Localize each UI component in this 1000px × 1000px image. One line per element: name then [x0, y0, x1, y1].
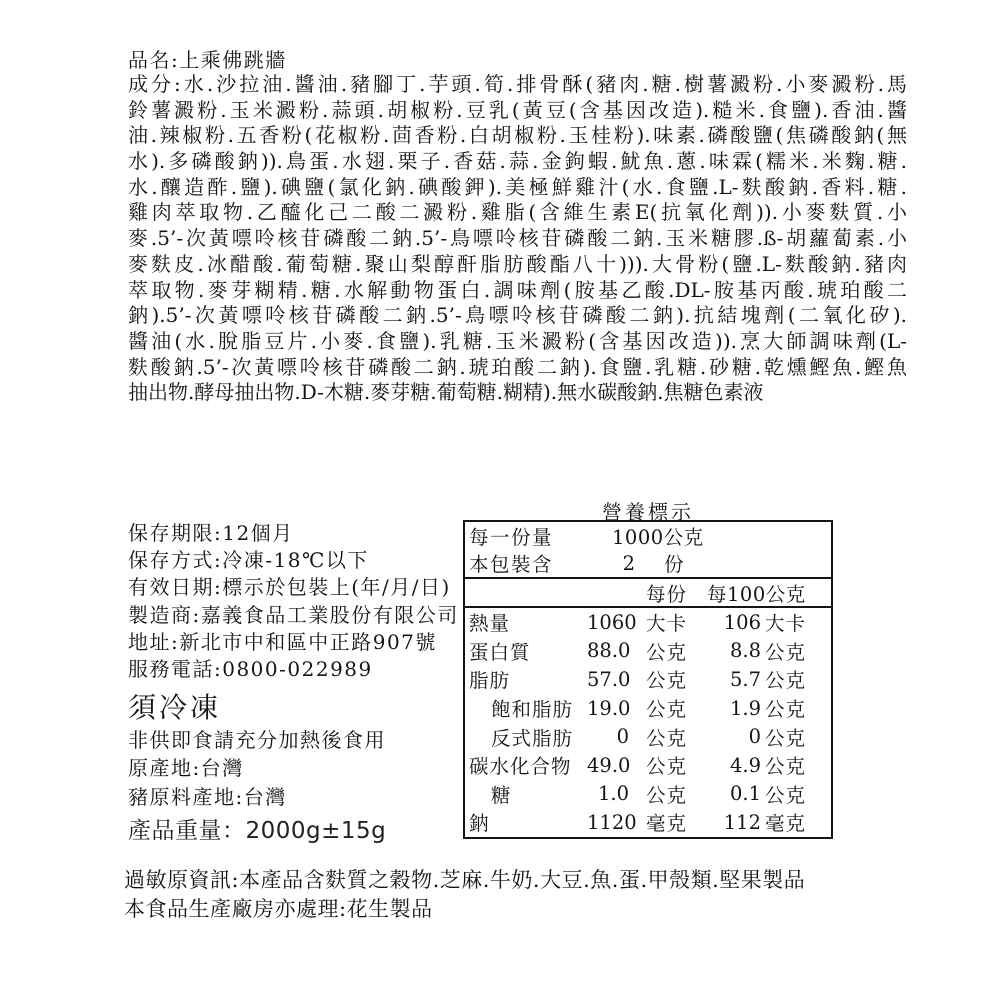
ingredient-line: 鈉).5’-次黃嘌呤核苷磷酸二鈉.5’-鳥嘌呤核苷磷酸二鈉).抗結塊劑(二氧化矽). — [128, 303, 907, 328]
nutrition-column-header — [465, 579, 831, 608]
per-100g-value: 1.9 — [729, 696, 761, 720]
ingredient-line: 抽出物.酵母抽出物.D-木糖.麥芽糖.葡萄糖.糊精).無水碳酸鈉.焦糖色素液 — [128, 380, 764, 405]
per-serving-value: 88.0 — [587, 639, 631, 663]
per-serving-unit: 公克 — [646, 669, 688, 693]
frozen-notice: 須冷凍 — [128, 691, 222, 724]
nutrient-label: 熱量 — [469, 612, 511, 636]
per-serving-unit: 公克 — [646, 698, 688, 722]
nutrient-label: 鈉 — [469, 812, 490, 836]
storage-info — [128, 520, 458, 683]
nutrition-row — [465, 808, 831, 837]
ingredient-line: 醬油(水.脫脂豆片.小麥.食鹽).乳糖.玉米澱粉(含基因改造)).烹大師調味劑(L- — [128, 328, 907, 353]
ingredient-line: 麥.5’-次黃嘌呤核苷磷酸二鈉.5’-鳥嘌呤核苷磷酸二鈉.玉米糖膠.ß-胡蘿蔔素.小 — [128, 226, 907, 251]
ingredients-paragraph — [128, 72, 907, 406]
per-serving-value: 49.0 — [587, 753, 631, 777]
per-serving-unit: 公克 — [646, 783, 688, 807]
package-servings-value: 2 — [622, 551, 635, 575]
package-servings-unit: 份 — [664, 553, 684, 577]
nutrition-title: 營養標示 — [602, 500, 694, 524]
ingredient-line: 鈴薯澱粉.玉米澱粉.蒜頭.胡椒粉.豆乳(黃豆(含基因改造).糙米.食鹽).香油.醬 — [128, 97, 907, 122]
pork-origin-line: 豬原料產地:台灣 — [128, 785, 287, 809]
heating-notice: 非供即食請充分加熱後食用 — [128, 728, 386, 752]
per-100g-value: 0 — [748, 725, 761, 749]
info-line: 保存期限:12個月 — [128, 521, 294, 545]
per-100g-unit: 大卡 — [765, 612, 807, 636]
nutrition-rows — [465, 608, 831, 837]
product-name: 品名:上乘佛跳牆 — [128, 48, 287, 72]
nutrition-row — [465, 637, 831, 666]
ingredient-line: 麥麩皮.冰醋酸.葡萄糖.聚山梨醇酐脂肪酸酯八十))).大骨粉(鹽.L-麩酸鈉.豬肉 — [128, 251, 907, 276]
nutrient-label: 蛋白質 — [469, 640, 531, 664]
per-100g-column-header: 每100公克 — [707, 582, 806, 606]
origin-line: 原產地:台灣 — [128, 756, 244, 780]
per-100g-unit: 公克 — [765, 669, 807, 693]
nutrition-table — [463, 520, 833, 839]
per-100g-value: 112 — [723, 810, 761, 834]
package-servings-row — [465, 550, 831, 578]
per-100g-value: 4.9 — [729, 753, 761, 777]
per-100g-unit: 公克 — [765, 698, 807, 722]
ingredient-line: 水.釀造酢.鹽).碘鹽(氯化鈉.碘酸鉀).美極鮮雞汁(水.食鹽.L-麩酸鈉.香料.糖. — [128, 174, 907, 199]
per-100g-unit: 公克 — [765, 640, 807, 664]
ingredient-line: 雞肉萃取物.乙醯化己二酸二澱粉.雞脂(含維生素E(抗氧化劑)).小麥麩質.小 — [128, 200, 907, 225]
ingredient-line: 麩酸鈉.5’-次黃嘌呤核苷磷酸二鈉.琥珀酸二鈉).食鹽.乳糖.砂糖.乾燻鰹魚.鰹魚 — [128, 354, 907, 379]
per-serving-unit: 公克 — [646, 755, 688, 779]
per-serving-unit: 公克 — [646, 640, 688, 664]
per-serving-value: 0 — [616, 725, 629, 749]
per-serving-value: 19.0 — [587, 696, 631, 720]
nutrition-top-section — [465, 522, 831, 579]
nutrition-row — [465, 665, 831, 694]
per-serving-value: 57.0 — [587, 667, 631, 691]
per-100g-unit: 公克 — [765, 783, 807, 807]
per-serving-unit: 大卡 — [646, 612, 688, 636]
per-100g-value: 0.1 — [729, 782, 761, 806]
nutrient-label: 糖 — [491, 783, 512, 807]
nutrition-row — [465, 751, 831, 780]
nutrient-label: 反式脂肪 — [491, 726, 574, 750]
product-weight: 產品重量：2000g±15g — [128, 818, 387, 844]
per-serving-value: 1120 — [587, 810, 637, 834]
info-line: 有效日期:標示於包裝上(年/月/日) — [128, 575, 451, 600]
per-100g-unit: 毫克 — [765, 812, 807, 836]
info-line: 製造商:嘉義食品工業股份有限公司 — [128, 602, 459, 627]
per-100g-unit: 公克 — [765, 755, 807, 779]
nutrient-label: 脂肪 — [469, 669, 511, 693]
per-100g-value: 8.8 — [729, 639, 761, 663]
package-servings-label: 本包裝含 — [469, 553, 554, 577]
per-serving-unit: 公克 — [646, 726, 688, 750]
nutrition-row — [465, 694, 831, 723]
nutrition-row — [465, 608, 831, 637]
serving-size-value: 1000公克 — [612, 525, 704, 549]
info-line: 地址:新北市中和區中正路907號 — [128, 629, 437, 654]
per-serving-value: 1060 — [587, 610, 637, 634]
nutrient-label: 飽和脂肪 — [491, 698, 574, 722]
allergen-line: 過敏原資訊:本產品含麩質之穀物.芝麻.牛奶.大豆.魚.蛋.甲殼類.堅果製品 — [124, 868, 806, 892]
ingredient-line: 萃取物.麥芽糊精.糖.水解動物蛋白.調味劑(胺基乙酸.DL-胺基丙酸.琥珀酸二 — [128, 277, 907, 302]
per-100g-value: 5.7 — [729, 667, 761, 691]
nutrition-row — [465, 780, 831, 809]
ingredient-line: 油.辣椒粉.五香粉(花椒粉.茴香粉.白胡椒粉.玉桂粉).味素.磷酸鹽(焦磷酸鈉(無 — [128, 123, 907, 148]
per-100g-value: 106 — [723, 610, 761, 634]
ingredient-line: 成分:水.沙拉油.醬油.豬腳丁.芋頭.筍.排骨酥(豬肉.糖.樹薯澱粉.小麥澱粉.馬 — [128, 72, 907, 96]
per-serving-unit: 毫克 — [646, 812, 688, 836]
per-100g-unit: 公克 — [765, 726, 807, 750]
info-line: 服務電話:0800-022989 — [128, 656, 373, 681]
info-line: 保存方式:冷凍-18℃以下 — [128, 548, 369, 573]
nutrient-label: 碳水化合物 — [469, 755, 572, 779]
allergen-info — [124, 866, 805, 924]
factory-notice-line: 本食品生產廠房亦處理:花生製品 — [124, 897, 433, 921]
serving-size-label: 每一份量 — [469, 525, 554, 549]
nutrition-row — [465, 722, 831, 751]
ingredient-line: 水).多磷酸鈉)).鳥蛋.水翅.栗子.香菇.蒜.金鉤蝦.魷魚.蔥.味霖(糯米.米麴.糖. — [128, 149, 907, 174]
per-serving-column-header: 每份 — [646, 582, 688, 606]
per-serving-value: 1.0 — [597, 782, 629, 806]
serving-size-row — [465, 522, 831, 550]
